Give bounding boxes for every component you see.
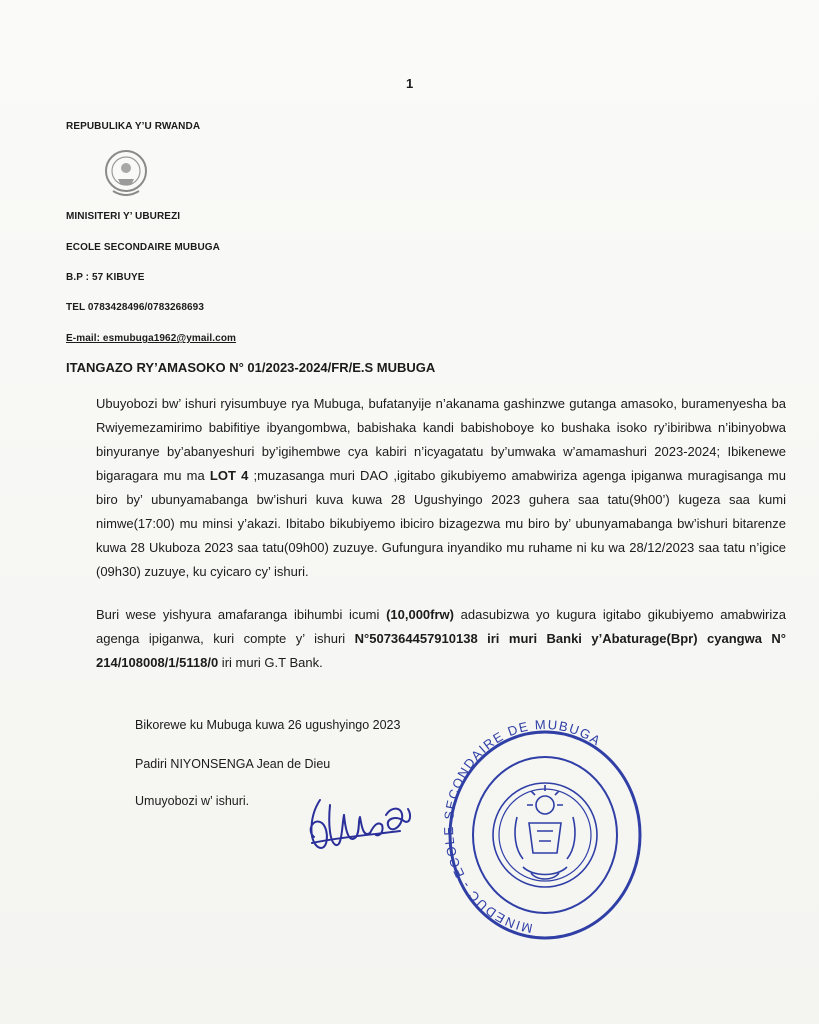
- rwanda-emblem-icon: [103, 147, 149, 199]
- ministry-heading: MINISITERI Y’ UBUREZI: [66, 211, 181, 222]
- place-and-date: Bikorewe ku Mubuga kuwa 26 ugushyingo 2023: [135, 718, 401, 732]
- lot-label: LOT 4: [209, 468, 254, 483]
- signature-icon: [300, 785, 430, 860]
- paragraph1-text-a: Ubuyobozi bw’ ishuri ryisumbuye rya Mubuga, bufatanyije n’akanama gashinzwe gutanga amasoko, buramenyesha ba Rwiyemezamirimo babifitiye ibyangombwa, babishaka kandi babishoboye ko bushaka isoko ry’ibiribwa n’ibinyobwa binyuranye by’abanyeshuri by’igihembwe cya kabiri n’icyagatatu by’umwaka w’amamashuri 2023-2024; Ibikenewe bigaragara mu ma: [96, 396, 786, 483]
- bank-accounts: N°507364457910138 iri muri Banki y’Abaturage(Bpr) cyangwa N° 214/108008/1/5118/0: [96, 631, 786, 670]
- notice-title: ITANGAZO RY’AMASOKO N° 01/2023-2024/FR/E.S MUBUGA: [66, 360, 436, 375]
- paragraph2-text-b: adasubizwa yo kugura igitabo gikubiyemo amabwiriza agenga ipiganwa, kuri compte y’ ishuri: [96, 607, 786, 646]
- paragraph2-text-a: Buri wese yishyura amafaranga ibihumbi icumi: [96, 607, 387, 622]
- signatory-name: Padiri NIYONSENGA Jean de Dieu: [135, 757, 331, 771]
- fee-amount: (10,000frw): [386, 607, 454, 622]
- signatory-role: Umuyobozi w’ ishuri.: [135, 794, 250, 808]
- republic-heading: REPUBULIKA Y’U RWANDA: [66, 121, 201, 132]
- telephone: TEL 0783428496/0783268693: [66, 302, 204, 313]
- paragraph2-text-c: iri muri G.T Bank.: [218, 655, 323, 670]
- paragraph-payment-info: [96, 603, 786, 675]
- school-name: ECOLE SECONDAIRE MUBUGA: [66, 242, 220, 253]
- stamp-ring-text: MINEDUC - ECOLE SECONDAIRE DE MUBUGA: [440, 716, 605, 937]
- paragraph-tender-announcement: [96, 392, 786, 584]
- email-address: E-mail: esmubuga1962@ymail.com: [66, 333, 237, 344]
- po-box: B.P : 57 KIBUYE: [66, 272, 145, 283]
- paragraph1-text-b: ;muzasanga muri DAO ,igitabo gikubiyemo amabwiriza agenga ipiganwa muragisanga mu biro by’ ubunyamabanga bw’ishuri kuva kuwa 28 Ugushyingo 2023 guhera saa tatu(9h00’) kugeza saa kumi nimwe(17:00) mu minsi y’akazi. Ibitabo bikubiyemo ibiciro bizagezwa mu biro by’ ubunyamabanga bw’ishuri bitarenze kuwa 28 Ukuboza 2023 saa tatu(09h00) zuzuye. Gufungura inyandiko mu ruhame ni ku wa 28/12/2023 saa tatu n’igice (09h30) zuzuye, ku cyicaro cy’ ishuri.: [96, 468, 786, 579]
- school-stamp-icon: [440, 716, 643, 943]
- page-number: 1: [406, 76, 414, 91]
